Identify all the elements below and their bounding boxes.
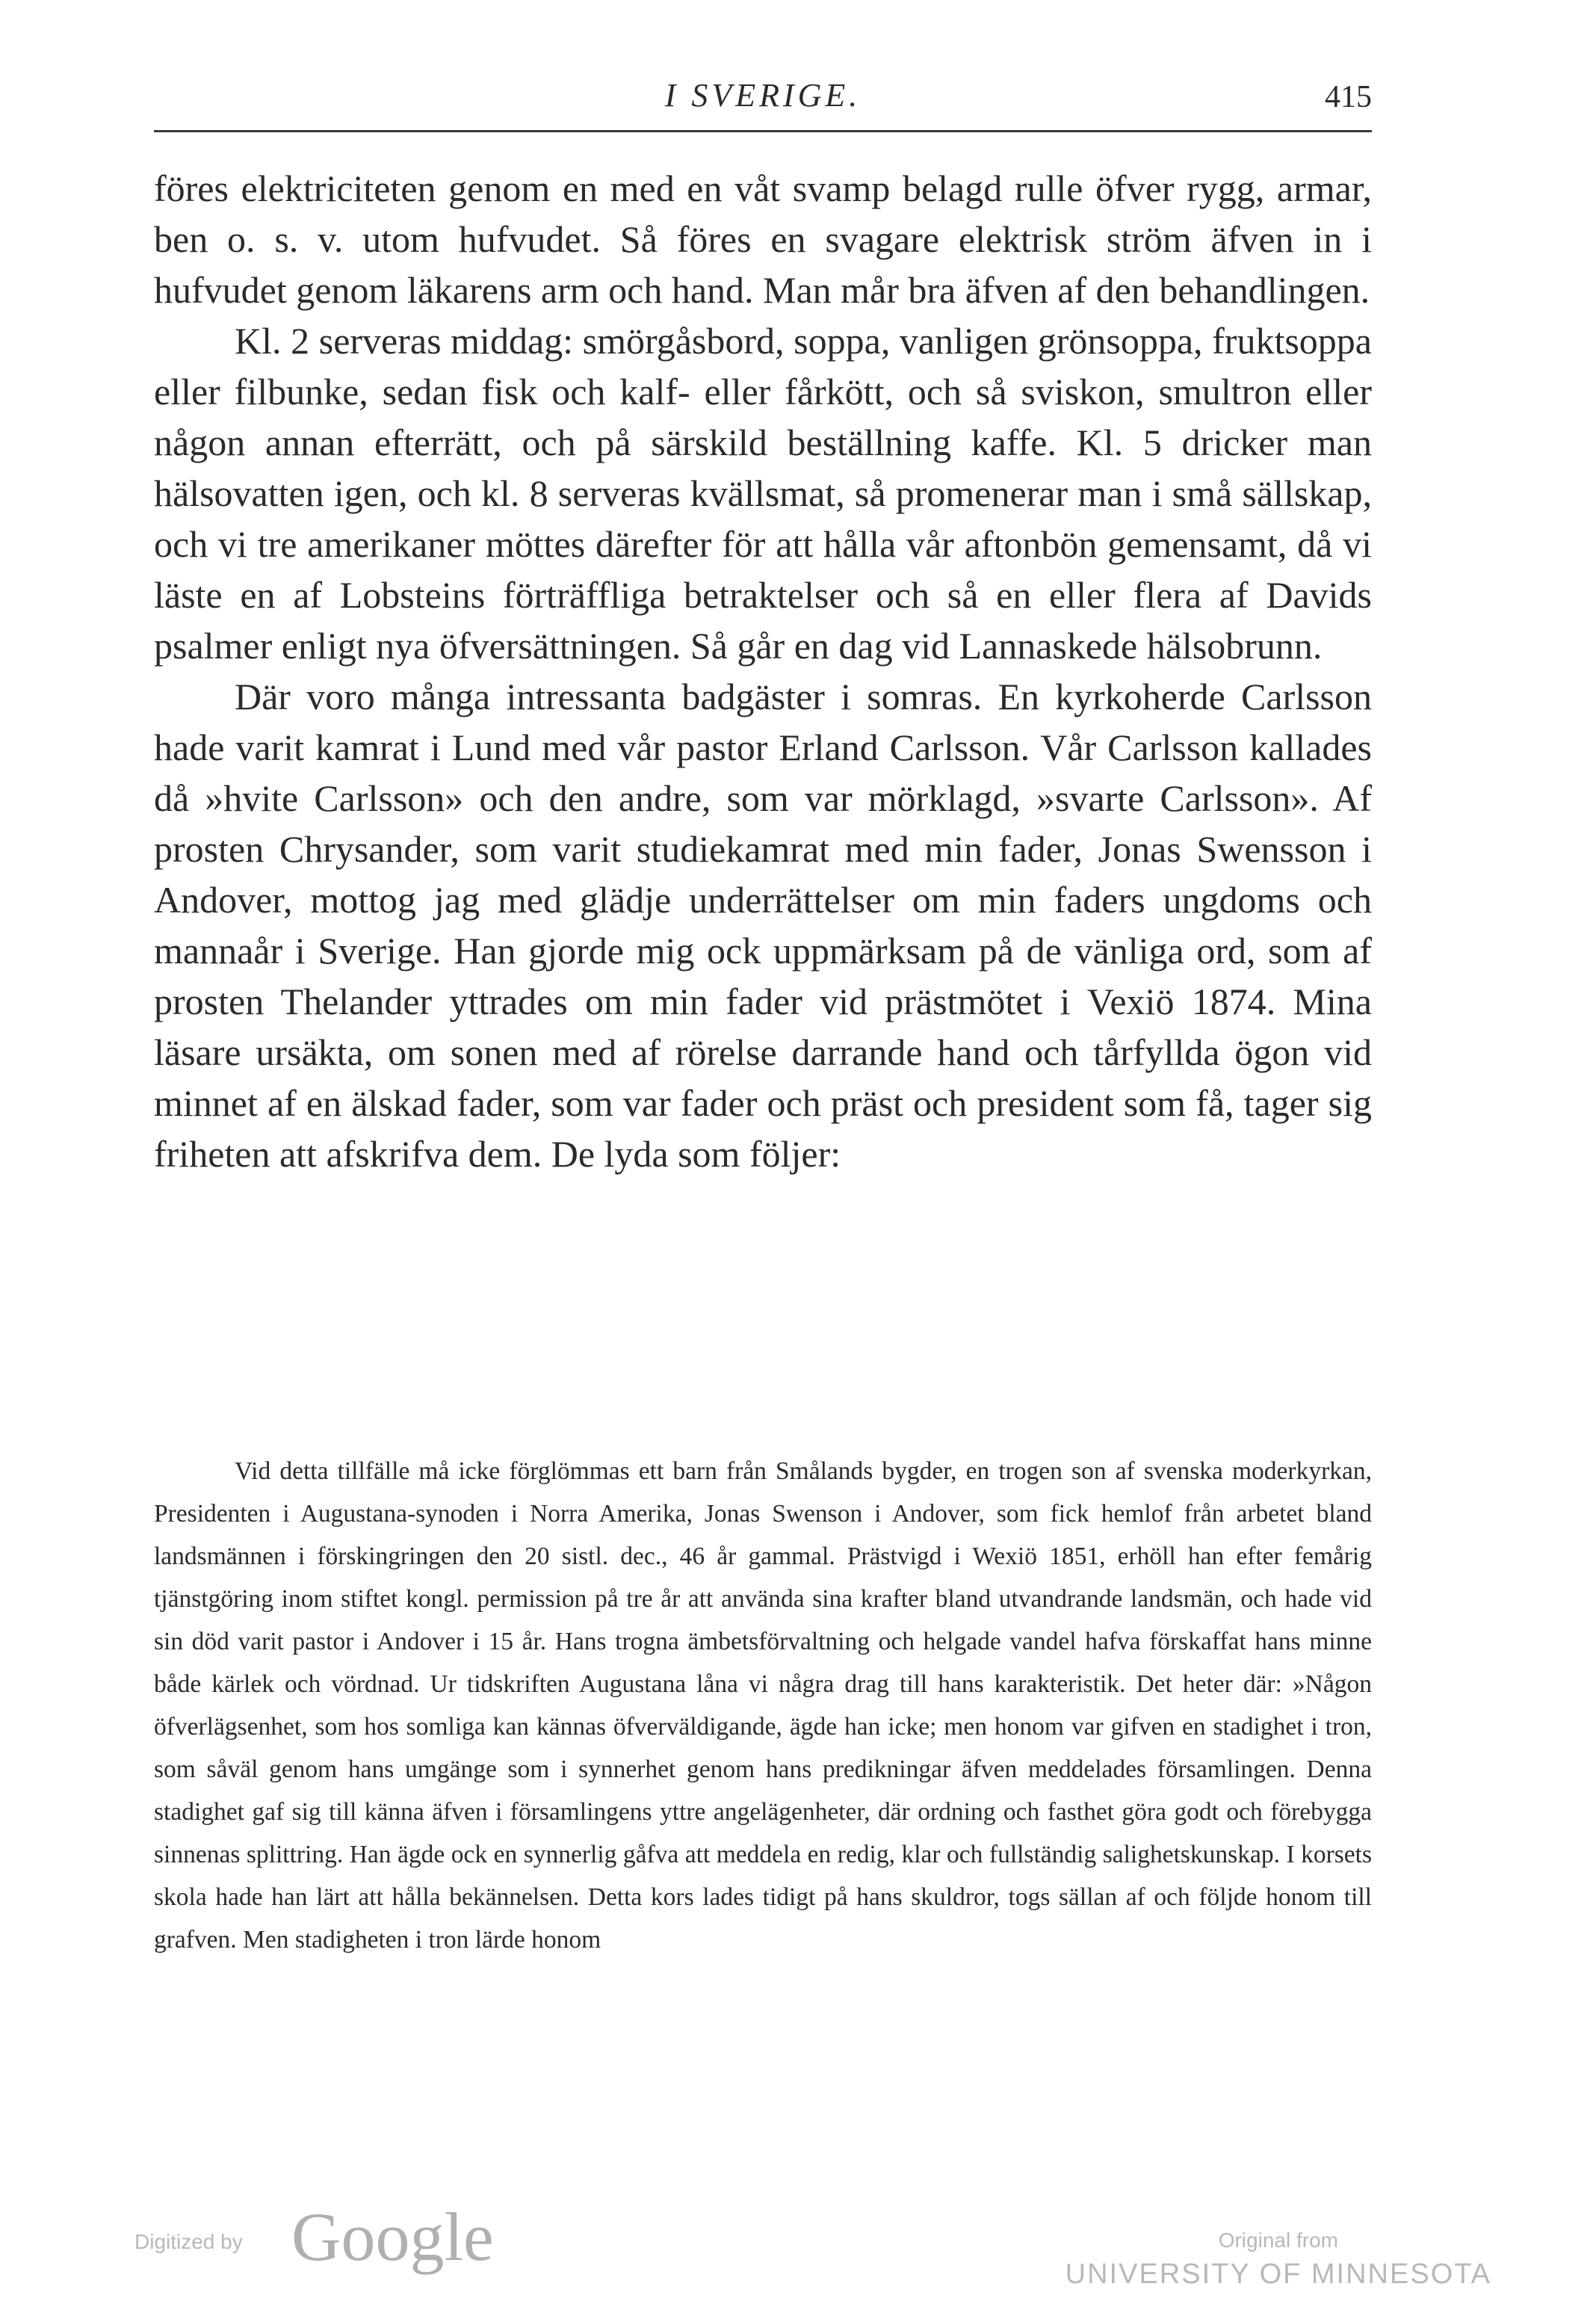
institution-name: UNIVERSITY OF MINNESOTA: [1065, 2258, 1491, 2290]
paragraph-2: Kl. 2 serveras middag: smörgåsbord, soppa, vanligen grönsoppa, fruktsoppa eller filbunke, sedan fisk och kalf- eller fårkött, och så sviskon, smultron eller någon annan efterrätt, och på särskild beställning kaffe. Kl. 5 dricker man hälsovatten igen, och kl. 8 serveras kvällsmat, så promenerar man i små sällskap, och vi tre amerikaner möttes därefter för att hålla vår aftonbön gemensamt, då vi läste en af Lobsteins förträffliga betraktelser och så en eller flera af Davids psalmer enligt nya öfversättningen. Så går en dag vid Lannaskede hälsobrunn.: [154, 320, 1372, 667]
source-watermark: [1065, 2229, 1491, 2291]
page-number: 415: [1325, 80, 1372, 114]
main-text: [154, 163, 1372, 1179]
google-logo: Google: [291, 2199, 494, 2275]
digitized-by-label: Digitized by: [134, 2230, 243, 2253]
paragraph-3: Där voro många intressanta badgäster i somras. En kyrkoherde Carlsson hade varit kamrat i Lund med vår pastor Erland Carlsson. Vår Carlsson kallades då »hvite Carlsson» och den andre, som var mörklagd, »svarte Carlsson». Af prosten Chrysander, som varit studiekamrat med min fader, Jonas Swensson i Andover, mottog jag med glädje underrättelser om min faders ungdoms och mannaår i Sverige. Han gjorde mig ock uppmärksam på de vänliga ord, som af prosten Thelander yttrades om min fader vid prästmötet i Vexiö 1874. Mina läsare ursäkta, om sonen med af rörelse darrande hand och tårfyllda ögon vid minnet af en älskad fader, som var fader och präst och president som få, tager sig friheten att afskrifva dem. De lyda som följer:: [154, 676, 1372, 1175]
quotation-paragraph: Vid detta tillfälle må icke förglömmas ett barn från Smålands bygder, en trogen son af svenska moderkyrkan, Presidenten i Augustana-synoden i Norra Amerika, Jonas Swenson i Andover, som fick hemlof från arbetet bland landsmännen i förskingringen den 20 sistl. dec., 46 år gammal. Prästvigd i Wexiö 1851, erhöll han efter femårig tjänstgöring inom stiftet kongl. permission på tre år att använda sina krafter bland utvandrande landsmän, och hade vid sin död varit pastor i Andover i 15 år. Hans trogna ämbetsförvaltning och helgade vandel hafva förskaffat hans minne både kärlek och vördnad. Ur tidskriften Augustana låna vi några drag till hans karakteristik. Det heter där: »Någon öfverlägsenhet, som hos somliga kan kännas öfverväldigande, ägde han icke; men honom var gifven en stadighet i tron, som såväl genom hans umgänge som i synnerhet genom hans predikningar äfven meddelades församlingen. Denna stadighet gaf sig till känna äfven i församlingens yttre angelägenheter, där ordning och fasthet göra godt och förebygga sinnenas splittring. Han ägde ock en synnerlig gåfva att meddela en redig, klar och fullständig salighetskunskap. I korsets skola hade han lärt att hålla bekännelsen. Detta kors lades tidigt på hans skuldror, togs sällan af och följde honom till grafven. Men stadigheten i tron lärde honom: [154, 1457, 1372, 1954]
paragraph-1: föres elektriciteten genom en med en våt svamp belagd rulle öfver rygg, armar, ben o. s. v. utom hufvudet. Så föres en svagare elektrisk ström äfven in i hufvudet genom läkarens arm och hand. Man mår bra äfven af den behandlingen.: [154, 167, 1372, 311]
original-from-label: Original from: [1218, 2229, 1338, 2252]
running-header: [154, 73, 1372, 132]
quotation-block: [154, 1450, 1372, 1961]
running-title: I SVERIGE.: [664, 77, 862, 114]
